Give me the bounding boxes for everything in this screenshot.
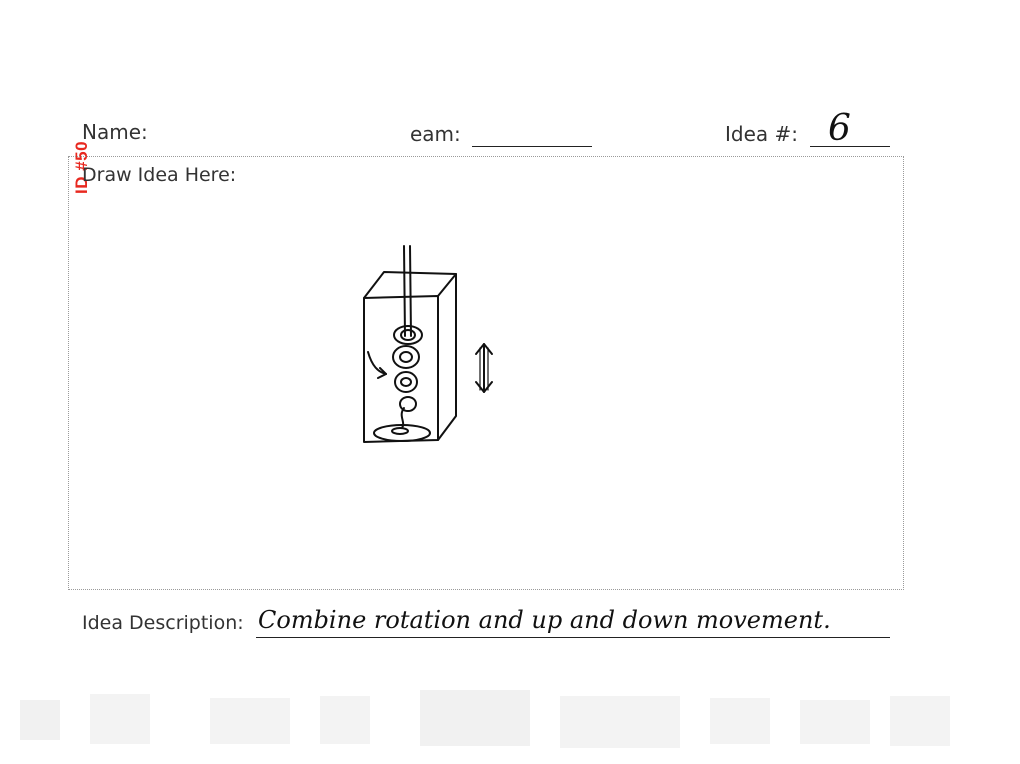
id-stamp: ID #50 (72, 140, 91, 194)
container-side (438, 274, 456, 440)
sketch-drawing (350, 240, 510, 460)
description-label: Idea Description: (82, 612, 244, 634)
description-value: Combine rotation and up and down movement. (258, 606, 831, 634)
container-front (364, 296, 438, 442)
idea-number-label: Idea #: (725, 122, 799, 146)
scan-noise (0, 680, 1020, 764)
name-label: Name: (82, 120, 148, 144)
team-label: eam: (410, 122, 461, 146)
draw-label: Draw Idea Here: (82, 164, 237, 186)
shaft (404, 246, 411, 336)
description-field[interactable] (256, 637, 890, 638)
ring-1 (394, 326, 422, 344)
ring-2 (393, 346, 419, 368)
idea-number-value: 6 (828, 108, 851, 149)
ring-3 (395, 372, 417, 392)
team-field[interactable] (472, 146, 592, 147)
